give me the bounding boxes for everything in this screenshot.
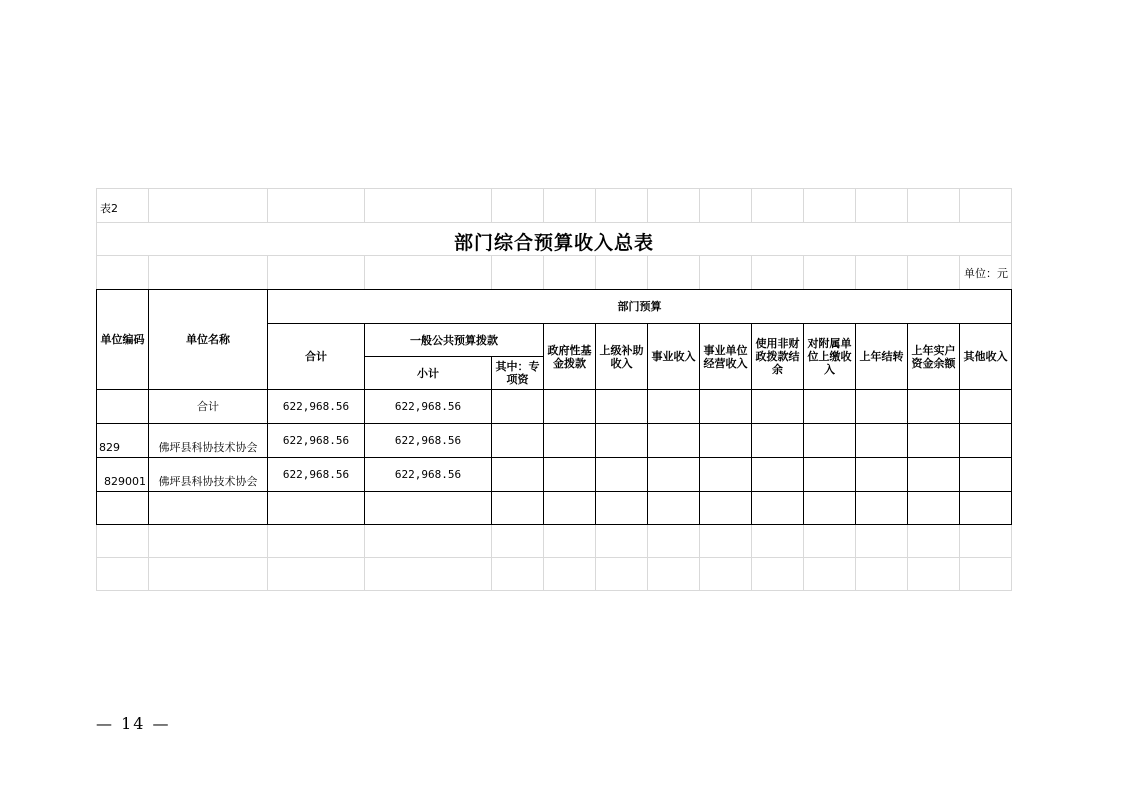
gridline — [96, 590, 1012, 591]
cell-empty — [804, 458, 856, 492]
cell-total: 622,968.56 — [268, 390, 365, 424]
cell-empty — [596, 390, 648, 424]
cell-empty — [365, 492, 492, 525]
cell-empty — [804, 390, 856, 424]
cell-name: 佛坪县科协技术协会 — [149, 458, 268, 492]
gridline — [699, 188, 700, 222]
cell-empty — [856, 390, 908, 424]
cell-empty — [648, 492, 700, 525]
gridline — [491, 525, 492, 591]
header-business-income: 事业收入 — [648, 324, 700, 390]
cell-empty — [700, 492, 752, 525]
header-non-fiscal-balance: 使用非财政拨款结余 — [752, 324, 804, 390]
header-total: 合计 — [268, 324, 365, 390]
gridline — [855, 188, 856, 222]
cell-code — [97, 390, 149, 424]
gridline — [364, 255, 365, 289]
gridline — [959, 188, 960, 222]
cell-empty — [752, 492, 804, 525]
gridline — [96, 188, 1012, 189]
gridline — [647, 188, 648, 222]
table-row — [97, 492, 1012, 525]
gridline — [907, 188, 908, 222]
gridline — [364, 525, 365, 591]
cell-empty — [492, 424, 544, 458]
cell-name: 佛坪县科协技术协会 — [149, 424, 268, 458]
gridline — [803, 255, 804, 289]
gridline — [96, 557, 1012, 558]
gridline — [907, 525, 908, 591]
cell-total: 622,968.56 — [268, 424, 365, 458]
gridline — [543, 188, 544, 222]
unit-label: 单位：元 — [964, 267, 1008, 280]
gridline — [959, 525, 960, 591]
gridline — [699, 255, 700, 289]
gridline — [148, 188, 149, 222]
gridline — [543, 255, 544, 289]
cell-empty — [596, 458, 648, 492]
cell-empty — [856, 492, 908, 525]
gridline — [595, 255, 596, 289]
cell-empty — [700, 424, 752, 458]
gridline — [364, 188, 365, 222]
cell-empty — [97, 492, 149, 525]
cell-empty — [544, 390, 596, 424]
gridline — [647, 255, 648, 289]
cell-empty — [648, 424, 700, 458]
gridline — [1011, 525, 1012, 591]
cell-code: 829001 — [97, 458, 149, 492]
gridline — [543, 525, 544, 591]
header-carryover: 上年结转 — [856, 324, 908, 390]
gridline — [855, 525, 856, 591]
cell-empty — [596, 424, 648, 458]
cell-empty — [856, 458, 908, 492]
cell-empty — [804, 424, 856, 458]
gridline — [803, 188, 804, 222]
gridline — [803, 525, 804, 591]
gridline — [96, 222, 1012, 223]
cell-empty — [492, 492, 544, 525]
header-superior-subsidy: 上级补助收入 — [596, 324, 648, 390]
cell-subtotal: 622,968.56 — [365, 458, 492, 492]
header-general-public-budget: 一般公共预算拨款 — [365, 324, 544, 357]
cell-empty — [908, 390, 960, 424]
page-number: — 14 — — [96, 714, 171, 733]
cell-subtotal: 622,968.56 — [365, 390, 492, 424]
gridline — [855, 255, 856, 289]
header-dept-budget: 部门预算 — [268, 290, 1012, 324]
cell-empty — [960, 424, 1012, 458]
cell-empty — [856, 424, 908, 458]
cell-total: 622,968.56 — [268, 458, 365, 492]
cell-empty — [700, 458, 752, 492]
table-row — [97, 424, 1012, 458]
cell-empty — [960, 390, 1012, 424]
budget-table — [96, 289, 1012, 525]
cell-empty — [648, 458, 700, 492]
gridline — [751, 188, 752, 222]
gridline — [96, 255, 1012, 256]
gridline — [699, 525, 700, 591]
header-business-unit-operating: 事业单位经营收入 — [700, 324, 752, 390]
cell-empty — [752, 390, 804, 424]
cell-empty — [960, 492, 1012, 525]
header-other-income: 其他收入 — [960, 324, 1012, 390]
gridline — [148, 525, 149, 591]
gridline — [96, 525, 97, 591]
gridline — [267, 255, 268, 289]
gridline — [267, 525, 268, 591]
gridline — [959, 255, 960, 289]
cell-empty — [752, 458, 804, 492]
table-number: 表2 — [100, 202, 118, 215]
cell-empty — [544, 492, 596, 525]
gridline — [595, 188, 596, 222]
table-row — [97, 390, 1012, 424]
cell-empty — [804, 492, 856, 525]
cell-empty — [544, 458, 596, 492]
header-affiliated-income: 对附属单位上缴收入 — [804, 324, 856, 390]
gridline — [267, 188, 268, 222]
cell-code: 829 — [97, 424, 149, 458]
gridline — [491, 188, 492, 222]
cell-name: 合计 — [149, 390, 268, 424]
header-gov-fund: 政府性基金拨款 — [544, 324, 596, 390]
gridline — [907, 255, 908, 289]
header-subtotal: 小计 — [365, 357, 492, 390]
gridline — [491, 255, 492, 289]
cell-empty — [492, 458, 544, 492]
gridline — [148, 255, 149, 289]
spreadsheet-page — [96, 188, 1012, 591]
cell-empty — [268, 492, 365, 525]
cell-empty — [596, 492, 648, 525]
cell-empty — [908, 458, 960, 492]
cell-empty — [492, 390, 544, 424]
gridline — [647, 525, 648, 591]
cell-empty — [700, 390, 752, 424]
cell-empty — [648, 390, 700, 424]
header-unit-name: 单位名称 — [149, 290, 268, 390]
table-row — [97, 458, 1012, 492]
cell-empty — [908, 424, 960, 458]
page-title: 部门综合预算收入总表 — [453, 232, 654, 254]
cell-empty — [960, 458, 1012, 492]
cell-empty — [149, 492, 268, 525]
cell-empty — [908, 492, 960, 525]
header-unit-code: 单位编码 — [97, 290, 149, 390]
gridline — [595, 525, 596, 591]
header-special: 其中：专项资 — [492, 357, 544, 390]
cell-empty — [752, 424, 804, 458]
header-prior-account-balance: 上年实户资金余额 — [908, 324, 960, 390]
cell-empty — [544, 424, 596, 458]
cell-subtotal: 622,968.56 — [365, 424, 492, 458]
gridline — [751, 525, 752, 591]
gridline — [751, 255, 752, 289]
